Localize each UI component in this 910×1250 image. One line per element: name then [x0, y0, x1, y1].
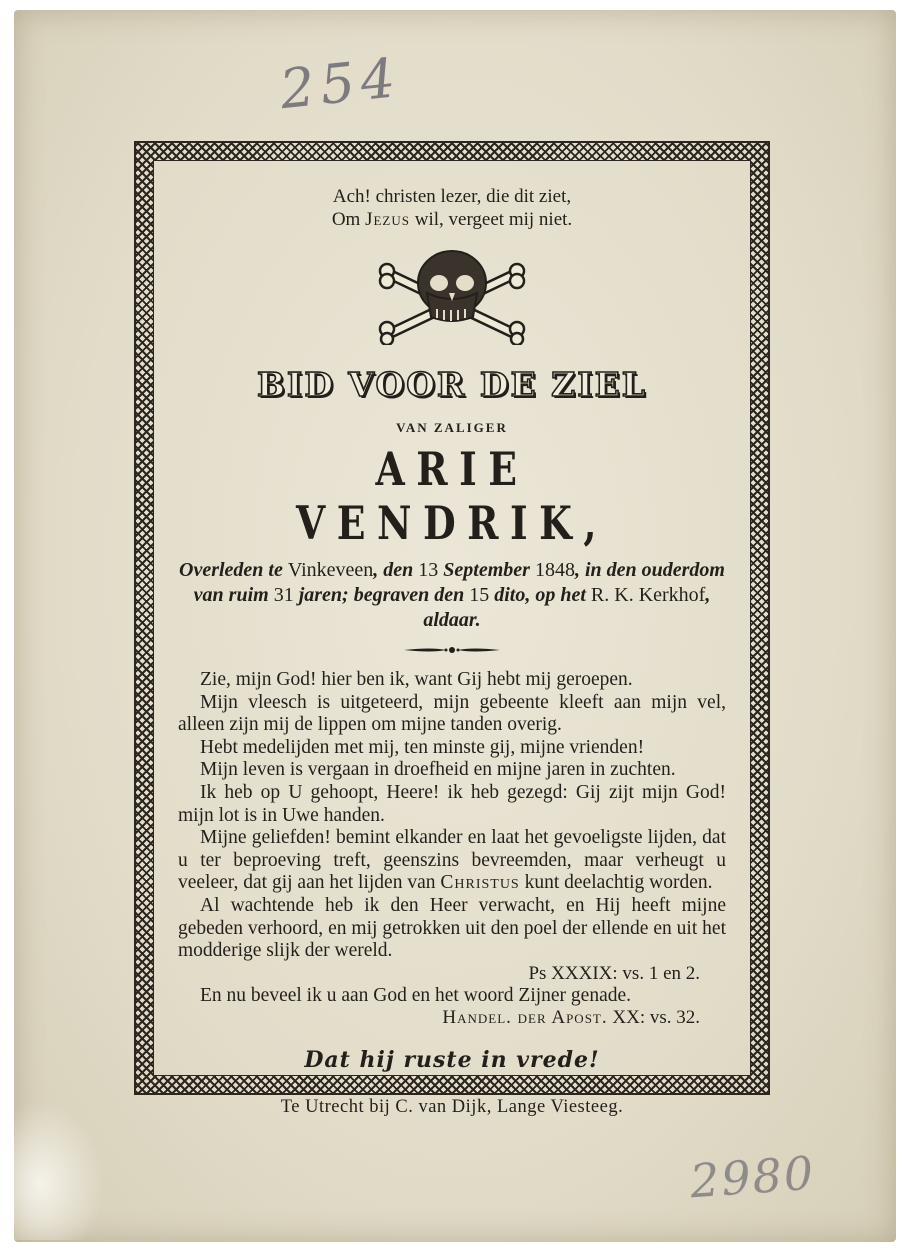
paper-stain [14, 1100, 104, 1240]
death-notice: Overleden te Vinkeveen, den 13 September 1848, in den ouderdom van ruim 31 jaren; begraven den 15 dito, op het R. K. Kerkhof, aldaar. [179, 559, 725, 631]
skull-and-crossbones-icon [377, 245, 527, 345]
psalm-paragraph: Al wachtende heb ik den Heer verwacht, en Hij heeft mijne gebeden verhoord, en mij getrokken uit den poel der ellende en uit het modderige slijk der wereld. [178, 894, 726, 962]
psalm-paragraph: Mijn leven is vergaan in droefheid en mijne jaren in zuchten. [200, 759, 676, 781]
psalm-paragraph: Hebt medelijden met mij, ten minste gij, mijne vrienden! [200, 736, 645, 758]
scripture-reference: Ps XXXIX: vs. 1 en 2. [528, 962, 700, 984]
deceased-name: ARIE VENDRIK, [296, 442, 608, 550]
closing-blessing: Dat hij ruste in vrede! [304, 1047, 600, 1074]
psalm-paragraph: En nu beveel ik u aan God en het woord Zijner genade. [200, 984, 632, 1006]
handwritten-number-top: 254 [277, 45, 405, 122]
main-title: BID VOOR DE ZIEL [256, 365, 647, 404]
psalm-paragraph: Mijne geliefden! bemint elkander en laat het gevoeligste lijden, dat u ter beproeving treft, geenszins bevreemden, maar verheugt u veeleer, dat gij aan het lijden van Christus kunt deelachtig worden. [178, 827, 726, 894]
psalm-paragraph: Mijn vleesch is uitgeteerd, mijn gebeente kleeft aan mijn vel, alleen zijn mij de lippen om mijne tanden overig. [178, 691, 726, 736]
scripture-reference: Handel. der Apost. XX: vs. 32. [442, 1007, 700, 1029]
printer-imprint: Te Utrecht bij C. van Dijk, Lange Viesteeg. [280, 1097, 624, 1117]
handwritten-number-bottom: 2980 [688, 1145, 817, 1209]
subtitle: VAN ZALIGER [396, 420, 508, 435]
psalm-paragraph: Zie, mijn God! hier ben ik, want Gij hebt mij geroepen. [200, 669, 633, 690]
ornament-divider-icon [402, 645, 502, 655]
header-verse-line2: Om Jezus wil, vergeet mij niet. [331, 209, 573, 230]
header-verse-line1: Ach! christen lezer, die dit ziet, [332, 186, 572, 207]
psalm-paragraph: Ik heb op U gehoopt, Heere! ik heb gezegd: Gij zijt mijn God! mijn lot is in Uwe handen. [178, 781, 726, 826]
card-content [176, 185, 728, 1073]
psalm-text [176, 669, 728, 1029]
